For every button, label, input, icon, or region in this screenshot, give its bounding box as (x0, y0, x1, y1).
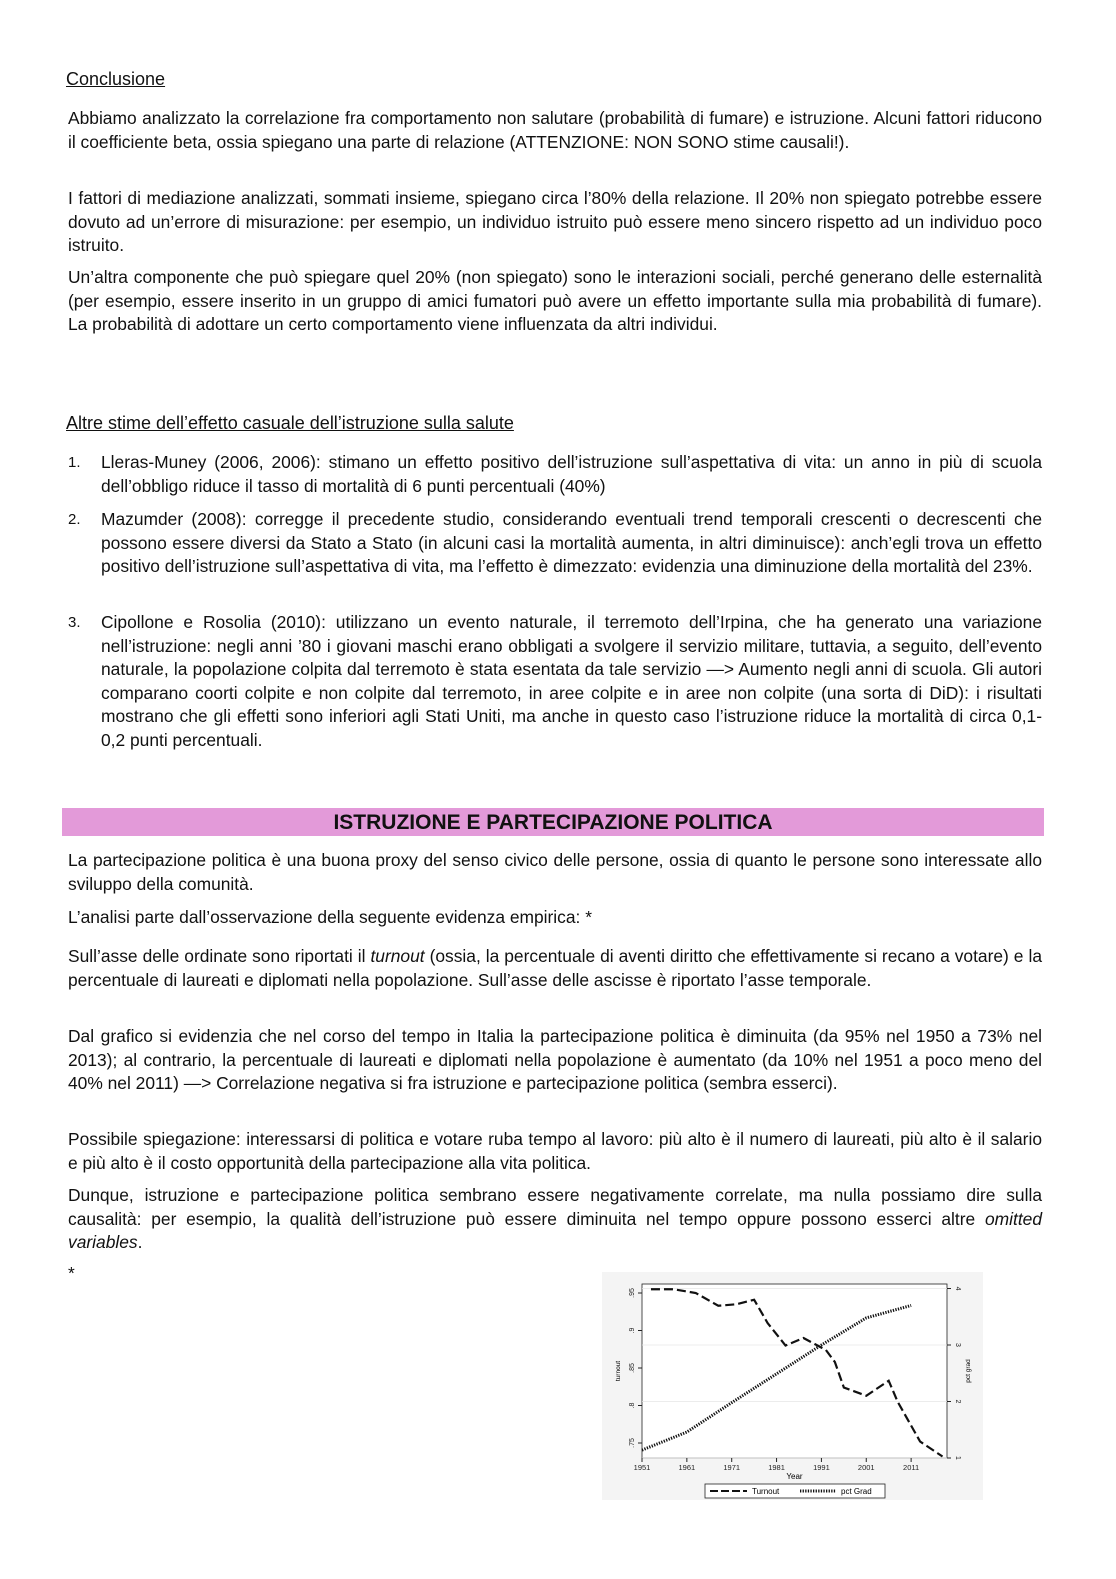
italic-text: turnout (370, 946, 425, 966)
x-tick-label: 1971 (723, 1463, 741, 1472)
paragraph: I fattori di mediazione analizzati, sommati insieme, spiegano circa l’80% della relazione. Il 20% non spiegato potrebbe essere dovuto ad un’errore di misurazione: per esempio, un individuo istruito può essere meno sincero rispetto ad un individuo poco istruito. (68, 188, 1042, 256)
list-number: 3. (68, 614, 81, 631)
paragraph: Possibile spiegazione: interessarsi di politica e votare ruba tempo al lavoro: più alto è il numero di laureati, più alto è il salario e più alto è il costo opportunità della partecipazione alla vita politica. (68, 1129, 1042, 1173)
italic-text: omitted variables (68, 1208, 1042, 1253)
list-text: Mazumder (2008): corregge il precedente studio, considerando eventuali trend temporali crescenti o decrescenti che possono essere diversi da Stato a Stato (in alcuni casi la mortalità aumenta, in altri diminuisce): anch’egli trova un effetto positivo dell’istruzione sull’aspettativa di vita, ma l’effetto è dimezzato: evidenzia una diminuzione della mortalità del 23%. (101, 509, 1042, 577)
list-item (68, 451, 1042, 498)
x-tick-label: 1961 (678, 1463, 696, 1472)
list-item (68, 611, 1042, 753)
legend-label: Turnout (752, 1487, 780, 1496)
text: Sull’asse delle ordinate sono riportati il (68, 946, 371, 966)
list-item (68, 508, 1042, 579)
paragraph: Abbiamo analizzato la correlazione fra comportamento non salutare (probabilità di fumare) e istruzione. Alcuni fattori riducono il coefficiente beta, ossia spiegano una parte di relazione (ATTENZIONE: NON SONO stime causali!). (68, 108, 1042, 152)
paragraph (68, 945, 1042, 992)
list-number: 1. (68, 454, 81, 471)
y2-tick-label: 4 (954, 1286, 961, 1291)
y2-tick-label: 2 (954, 1399, 961, 1404)
x-tick-label: 1981 (768, 1463, 785, 1472)
y2-tick-label: 1 (954, 1456, 961, 1460)
footnote-marker: * (68, 1263, 75, 1283)
paragraph: Un’altra componente che può spiegare quel 20% (non spiegato) sono le interazioni sociali, perché generano delle esternalità (per esempio, essere inserito in un gruppo di amici fumatori può avere un effetto importante sulla mia probabilità di fumare). La probabilità di adottare un certo comportamento viene influenzata da altri individui. (68, 267, 1042, 335)
paragraph: Dal grafico si evidenzia che nel corso del tempo in Italia la partecipazione politica è diminuita (da 95% nel 1950 a 73% nel 2013); al contrario, la percentuale di laureati e diplomati nella popolazione è aumentato (da 10% nel 1951 a poco meno del 40% nel 2011) —> Correlazione negativa si fra istruzione e partecipazione politica (sembra esserci). (68, 1026, 1042, 1094)
paragraph (68, 1184, 1042, 1255)
heading-conclusione: Conclusione (66, 69, 166, 89)
list-text: Cipollone e Rosolia (2010): utilizzano un evento naturale, il terremoto dell’Irpina, che ha generato una variazione nell’istruzione: negli anni ’80 i giovani maschi erano obbligati a svolgere il servizio militare, tuttavia, a seguito, dell’evento naturale, la popolazione colpita dal terremoto è stata esentata da tale servizio —> Aumento negli anni di scuola. Gli autori comparano coorti colpite e non colpite dal terremoto, in aree colpite e in aree non colpite (una sorta di DiD): i risultati mostrano che gli effetti sono inferiori agli Stati Uniti, ma anche in questo caso l’istruzione riduce la mortalità di circa 0,1-0,2 punti percentuali. (101, 612, 1042, 750)
x-tick-label: 2001 (857, 1463, 875, 1472)
y-axis-label: turnout (615, 1360, 622, 1382)
text: (ossia, la percentuale di aventi diritto che effettivamente si recano a votare) e la percentuale di laureati e diplomati nella popolazione. Sull’asse delle ascisse è riportato l’asse temporale. (68, 946, 1042, 990)
paragraph: La partecipazione politica è una buona proxy del senso civico delle persone, ossia di quanto le persone sono interessate allo sviluppo della comunità. (68, 850, 1042, 894)
list-number: 2. (68, 511, 81, 528)
turnout-chart (602, 1272, 983, 1500)
plot-area (642, 1284, 947, 1458)
section-heading-band: ISTRUZIONE E PARTECIPAZIONE POLITICA (62, 808, 1044, 836)
y-tick-label: .9 (629, 1327, 636, 1334)
y2-tick-label: 3 (954, 1343, 961, 1347)
x-tick-label: 2011 (903, 1463, 920, 1472)
list-text: Lleras-Muney (2006, 2006): stimano un effetto positivo dell’istruzione sull’aspettativa di vita: un anno in più di scuola dell’obbligo riduce il tasso di mortalità di 6 punti percentuali (40%) (101, 452, 1042, 496)
heading-altre-stime: Altre stime dell’effetto casuale dell’istruzione sulla salute (66, 413, 514, 433)
x-tick-label: 1991 (813, 1463, 830, 1472)
y2-axis-label: pct grad (965, 1359, 972, 1383)
text: Dunque, istruzione e partecipazione politica sembrano essere negativamente correlate, ma nulla possiamo dire sulla causalità: per esempio, la qualità dell’istruzione può essere diminuita nel tempo oppure possono esserci altre (68, 1185, 1042, 1229)
legend-label: pct Grad (841, 1487, 872, 1496)
y-tick-label: .95 (629, 1288, 636, 1298)
y-tick-label: .75 (629, 1438, 636, 1448)
y-tick-label: .85 (629, 1363, 636, 1373)
paragraph: L’analisi parte dall’osservazione della seguente evidenza empirica: * (68, 907, 592, 927)
y-tick-label: .8 (629, 1402, 636, 1409)
x-axis-label: Year (786, 1472, 803, 1481)
x-tick-label: 1951 (633, 1463, 651, 1472)
text: . (137, 1232, 143, 1253)
